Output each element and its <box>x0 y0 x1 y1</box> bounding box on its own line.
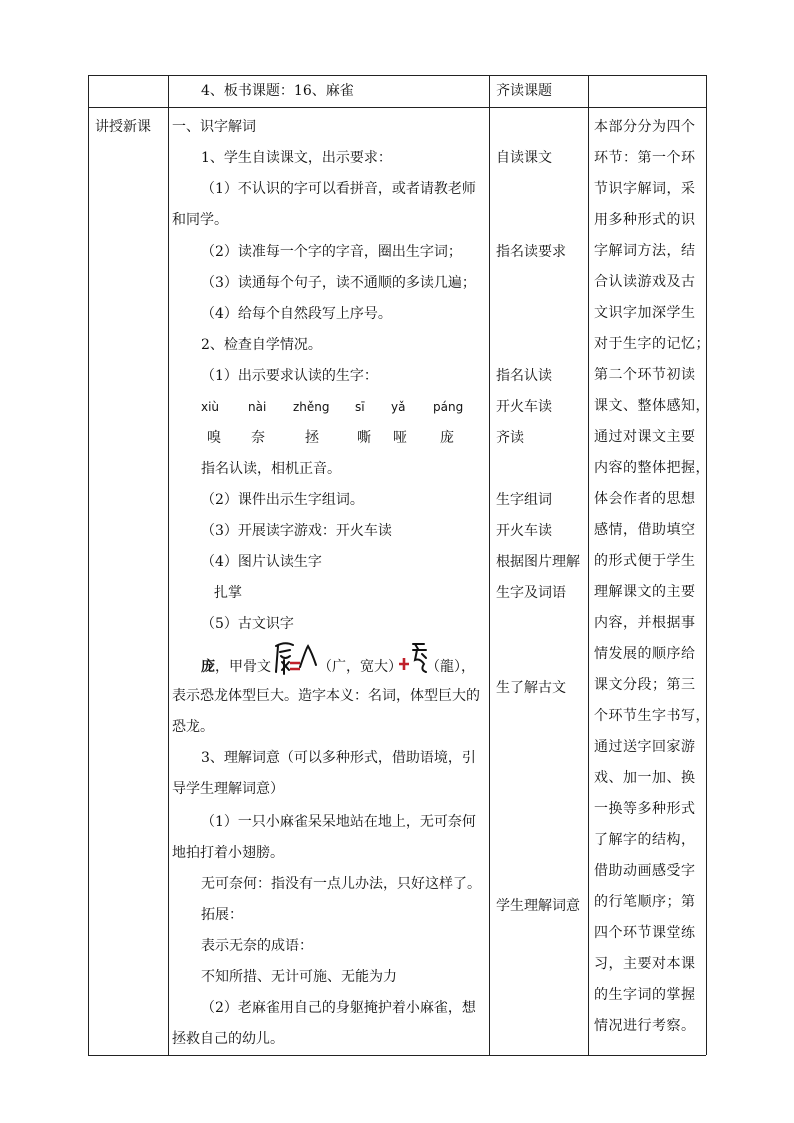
pinyin-item: zhěng <box>293 400 330 414</box>
note-line: 感情，借助填空 <box>594 522 696 538</box>
content-line: （3）读通每个句子，读不通顺的多读几遍； <box>201 275 476 291</box>
content-line: （2）老麻雀用自己的身躯掩护着小麻雀，想 <box>201 1000 476 1016</box>
activity-item: 根据图片理解 <box>496 554 580 570</box>
note-line: 用多种形式的识 <box>594 212 696 228</box>
content-line: （4）给每个自然段写上序号。 <box>201 306 392 322</box>
note-line: 文识字加深学生 <box>594 305 696 321</box>
table-border-top <box>88 75 706 76</box>
note-line: 本部分分为四个 <box>594 119 696 135</box>
content-line: （龍）， <box>426 659 475 675</box>
content-line: （1）一只小麻雀呆呆地站在地上，无可奈何 <box>201 814 476 830</box>
plus-sign-icon <box>398 655 410 673</box>
note-line: 课文、整体感知， <box>594 398 710 414</box>
design-notes <box>594 112 710 1042</box>
content-line: 表示无奈的成语： <box>201 938 313 954</box>
content-line: （3）开展读字游戏：开火车读 <box>201 523 392 539</box>
note-line: 一换等多种形式 <box>594 801 696 817</box>
activity-item: 开火车读 <box>496 523 552 539</box>
note-line: 对于生字的记忆； <box>594 336 710 352</box>
character-item: 拯 <box>305 430 319 446</box>
content-line: 拯救自己的幼儿。 <box>172 1031 284 1047</box>
character-item: 嘶 <box>357 430 371 446</box>
content-line: （1）不认识的字可以看拼音，或者请教老师 <box>201 181 476 197</box>
note-line: 合认读游戏及古 <box>594 274 696 290</box>
content-line: 1、学生自读课文，出示要求： <box>201 150 392 166</box>
activity-item: 生了解古文 <box>496 680 566 696</box>
note-line: 了解字的结构， <box>594 832 696 848</box>
content-line: （2）课件出示生字组词。 <box>201 492 364 508</box>
note-line: 个环节生字书写， <box>594 708 710 724</box>
pinyin-item: yǎ <box>391 400 406 414</box>
content-heading: 一、识字解词 <box>172 119 256 135</box>
row-divider <box>88 107 706 108</box>
header-activity-text: 齐读课题 <box>496 83 552 99</box>
content-line: 扎掌 <box>214 585 242 601</box>
note-line: 的生字词的掌握 <box>594 987 696 1003</box>
content-line: （5）古文识字 <box>201 616 294 632</box>
note-line: 内容，并根据事 <box>594 615 696 631</box>
column-divider-2 <box>489 75 490 1055</box>
note-line: 的行笔顺序；第 <box>594 894 696 910</box>
content-line: （4）图片认读生字 <box>201 554 322 570</box>
table-border-right <box>706 75 707 1055</box>
pinyin-item: xiù <box>201 400 220 414</box>
content-line: 不知所措、无计可施、无能为力 <box>201 969 397 985</box>
pinyin-item: páng <box>433 400 464 414</box>
note-line: 环节：第一个环 <box>594 150 696 166</box>
character-item: 哑 <box>393 430 407 446</box>
character-item: 庞 <box>440 430 454 446</box>
note-line: 节识字解词，采 <box>594 181 696 197</box>
activity-item: 指名读要求 <box>496 244 566 260</box>
activity-item: 开火车读 <box>496 399 552 415</box>
note-line: 体会作者的思想 <box>594 491 696 507</box>
note-line: 情况进行考察。 <box>594 1018 696 1034</box>
content-line: 拓展： <box>201 907 243 923</box>
note-line: 课文分段；第三 <box>594 677 696 693</box>
pinyin-item: sī <box>355 400 365 414</box>
note-line: 通过对课文主要 <box>594 429 696 445</box>
content-line: 表示恐龙体型巨大。造字本义：名词，体型巨大的 <box>172 688 480 704</box>
note-line: 内容的整体把握， <box>594 460 710 476</box>
note-line: 戏、加一加、换 <box>594 770 696 786</box>
note-line: 借助动画感受字 <box>594 863 696 879</box>
note-line: 情发展的顺序给 <box>594 646 696 662</box>
highlight-character: 庞 <box>201 659 215 675</box>
column-divider-3 <box>588 75 589 1055</box>
note-line: 习，主要对本课 <box>594 956 696 972</box>
note-line: 字解词方法，结 <box>594 243 696 259</box>
note-line: 理解课文的主要 <box>594 584 696 600</box>
activity-item: 指名认读 <box>496 368 552 384</box>
activity-item: 生字组词 <box>496 492 552 508</box>
content-line: （1）出示要求认读的生字： <box>201 368 378 384</box>
oracle-bone-guang-glyph-icon <box>298 643 318 669</box>
note-line: 第二个环节初读 <box>594 367 696 383</box>
content-line: （2）读准每一个字的字音，圈出生字词； <box>201 244 462 260</box>
pinyin-item: nài <box>248 400 267 414</box>
character-item: 嗅 <box>207 430 221 446</box>
content-line: ，甲骨文 <box>215 659 271 675</box>
content-line: 无可奈何：指没有一点儿办法，只好这样了。 <box>201 876 481 892</box>
content-line: 指名认读，相机正音。 <box>201 461 341 477</box>
content-line: 3、理解词意（可以多种形式，借助语境，引 <box>201 750 476 766</box>
content-line: 和同学。 <box>172 212 228 228</box>
table-border-left <box>88 75 89 1055</box>
content-line: 导学生理解词意） <box>172 781 284 797</box>
character-item: 奈 <box>251 430 265 446</box>
note-line: 四个环节课堂练 <box>594 925 696 941</box>
activity-item: 学生理解词意 <box>496 898 580 914</box>
content-line: 地拍打着小翅膀。 <box>172 845 284 861</box>
header-step-text: 4、板书课题：16、麻雀 <box>201 83 354 99</box>
section-label: 讲授新课 <box>95 119 151 135</box>
activity-item: 齐读 <box>496 430 524 446</box>
content-line: （广，宽大） <box>318 659 402 675</box>
column-divider-1 <box>168 75 169 1055</box>
note-line: 的形式便于学生 <box>594 553 696 569</box>
content-line: 恐龙。 <box>172 719 214 735</box>
table-border-bottom <box>88 1055 706 1056</box>
content-line: 2、检查自学情况。 <box>201 337 322 353</box>
note-line: 通过送字回家游 <box>594 739 696 755</box>
activity-item: 自读课文 <box>496 150 552 166</box>
activity-item: 生字及词语 <box>496 585 566 601</box>
